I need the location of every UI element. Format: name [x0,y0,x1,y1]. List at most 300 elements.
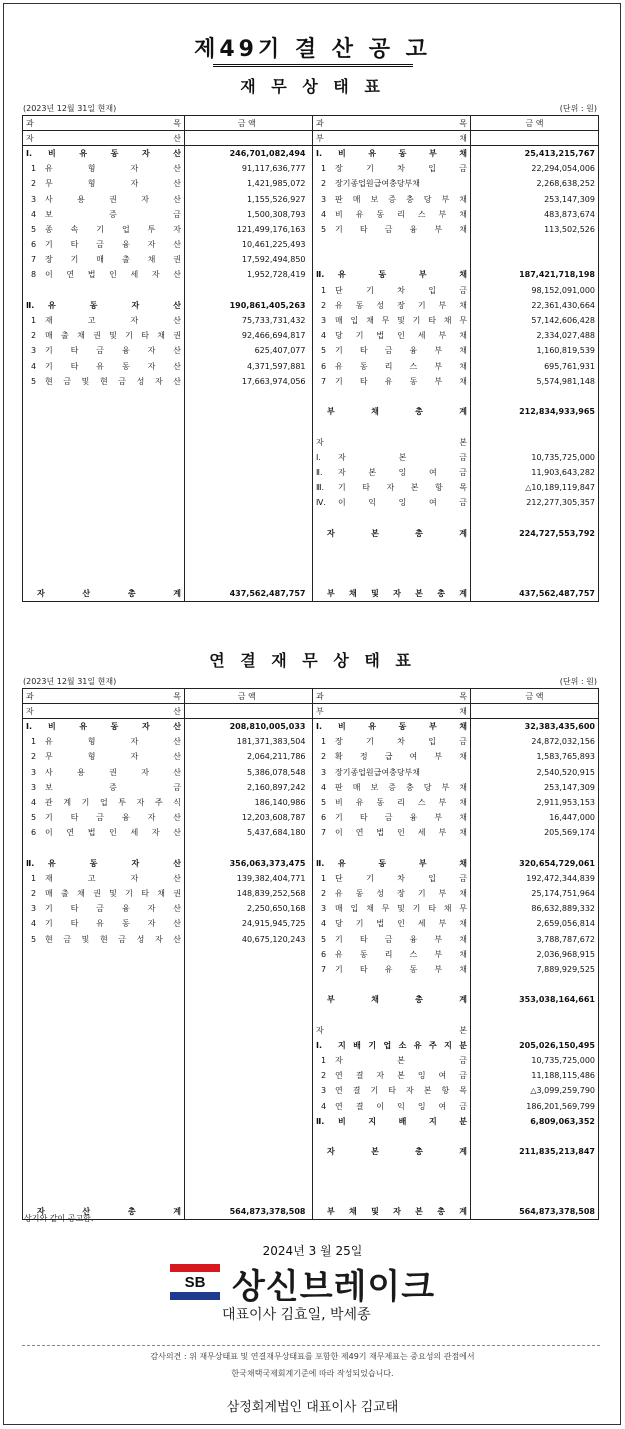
right-label [313,1068,471,1083]
section-row [23,131,599,146]
right-label [313,146,471,161]
right-amount: 113,502,526 [471,222,599,237]
table-row [23,298,599,313]
item-label: 매 입 채 무 및 기 타 채 무 [335,904,467,914]
audit-firm: 삼정회계법인 대표이사 김교태 [226,1400,399,1415]
right-label [313,191,471,206]
left-label [23,328,185,343]
right-amount: 2,334,027,488 [471,328,599,343]
right-label [313,947,471,962]
table-row [23,556,599,571]
table-row [23,810,599,825]
item-number: 1 [321,164,327,174]
item-label: 기 타 금 융 부 채 [335,813,467,823]
header-account: 과 목 [313,689,471,704]
right-label [313,962,471,977]
audit-line-2: 한국채택국제회계기준에 따라 작성되었습니다. [231,1369,394,1378]
item-label: 기 타 금 융 부 채 [335,224,467,234]
table-row [23,313,599,328]
item-number: 3 [321,316,327,326]
item-label: 판 매 보 증 충 당 부 채 [335,194,467,204]
item-label: 이 연 법 인 세 부 채 [335,828,467,838]
left-amount: 17,592,494,850 [185,252,309,267]
item-label: 재 고 자 산 [45,873,181,883]
item-number: 2 [321,889,327,899]
item-label: 자 본 잉 여 금 [338,467,467,477]
item-label: 비 유 동 리 스 부 채 [335,797,467,807]
left-label [23,267,185,282]
item-number: 3 [31,346,37,356]
item-number: Ⅱ. [26,858,35,868]
item-label: 이 익 잉 여 금 [338,498,467,508]
table-row [23,1129,599,1144]
left-amount: 625,407,077 [185,343,309,358]
table-row [23,404,599,419]
bs-title: 재 무 상 태 표 [240,77,385,96]
item-label: 기 타 유 동 자 산 [45,919,181,929]
table-row [23,871,599,886]
table-row [23,465,599,480]
item-number: 3 [31,782,37,792]
item-label: 당 기 법 인 세 부 채 [335,919,467,929]
right-label [313,749,471,764]
item-number: 5 [321,224,327,234]
table-row [23,237,599,252]
right-label [313,734,471,749]
item-number: 6 [321,361,327,371]
right-label [313,465,471,480]
item-label: 유 동 성 장 기 부 채 [335,889,467,899]
left-label [23,237,185,252]
item-label: 이 연 법 인 세 자 산 [45,828,181,838]
right-label [313,901,471,916]
left-label [23,871,185,886]
table-row [23,343,599,358]
header-account: 과 목 [313,116,471,131]
notice-text: 상기와 같이 공고함. [24,1214,94,1223]
table-row [23,719,599,734]
table-row [23,1083,599,1098]
table-row [23,389,599,404]
item-number: 4 [31,209,37,219]
item-number: 1 [31,164,37,174]
item-label: 판 매 보 증 충 당 부 채 [335,782,467,792]
left-amount: 2,064,211,786 [185,749,309,764]
item-number: Ⅰ. [316,722,323,732]
table-row [23,947,599,962]
right-label [313,343,471,358]
right-amount: 57,142,606,428 [471,313,599,328]
item-number: 6 [31,828,37,838]
right-amount: 6,809,063,352 [471,1114,599,1129]
table-row [23,1175,599,1190]
table-row [23,962,599,977]
item-number: 5 [31,813,37,823]
header-amount: 금 액 [185,689,309,704]
right-label [313,810,471,825]
header-amount: 금 액 [185,116,309,131]
left-label [23,191,185,206]
left-amount: 121,499,176,163 [185,222,309,237]
left-amount: 181,371,383,504 [185,734,309,749]
item-number: 8 [31,270,37,280]
audit-opinion [0,1348,625,1382]
item-number: Ⅱ. [26,300,35,310]
item-label: 당 기 법 인 세 부 채 [335,331,467,341]
company-name: 상신브레이크 [232,1267,436,1307]
liab-equity-total-label: 부 채 및 자 본 총 계 [313,1190,471,1220]
item-number: 2 [321,179,327,189]
right-label [313,764,471,779]
item-number: 4 [321,919,327,929]
right-label [313,313,471,328]
right-label [313,886,471,901]
table-row [23,207,599,222]
item-number: 2 [31,331,37,341]
section-head: 자 본 [316,1025,467,1035]
left-amount: 190,861,405,263 [185,298,309,313]
company-logo-icon [170,1264,220,1300]
right-label [313,283,471,298]
table-row [23,146,599,161]
left-amount: 91,117,636,777 [185,161,309,176]
item-label: 연 결 기 타 자 본 항 목 [335,1086,467,1096]
item-label: 유 동 자 산 [48,858,181,868]
item-label: 기 타 금 융 부 채 [335,346,467,356]
right-label [313,267,471,282]
right-total-label: 자 본 총 계 [313,526,471,541]
item-number: 1 [31,316,37,326]
right-amount: 212,277,305,357 [471,495,599,510]
item-label: 이 연 법 인 세 자 산 [45,270,181,280]
item-label: 보 증 금 [45,782,181,792]
left-amount: 208,810,005,033 [185,719,309,734]
table-row [23,1159,599,1174]
table-row [23,795,599,810]
header-account: 과 목 [23,689,185,704]
asset-total-amount: 437,562,487,757 [185,571,309,601]
right-label [313,1038,471,1053]
right-label [313,916,471,931]
right-label [313,176,471,191]
left-amount: 1,500,308,793 [185,207,309,222]
item-number: 4 [321,331,327,341]
item-label: 자 본 금 [335,1056,467,1066]
left-label [23,252,185,267]
table-row [23,222,599,237]
right-label [313,298,471,313]
table-row [23,161,599,176]
item-label: 기 타 금 융 자 산 [45,813,181,823]
item-number: Ⅱ. [316,858,325,868]
right-amount: 2,036,968,915 [471,947,599,962]
item-number: 3 [321,767,327,777]
left-label [23,313,185,328]
item-number: Ⅰ. [316,1040,323,1050]
table-row [23,267,599,282]
item-number: Ⅰ. [26,722,33,732]
right-amount: 695,761,931 [471,359,599,374]
table-row [23,780,599,795]
audit-line-1: 감사의견 : 위 재무상태표 및 연결재무상태표를 포함한 제49기 재무제표는 중요성의 관점에서 [150,1352,475,1361]
item-label: 사 용 권 자 산 [45,194,181,204]
right-label [313,825,471,840]
item-label: 현 금 및 현 금 성 자 산 [45,376,181,386]
left-amount: 186,140,986 [185,795,309,810]
table-row [23,359,599,374]
left-label [23,343,185,358]
right-label [313,932,471,947]
right-amount: 32,383,435,600 [471,719,599,734]
bs-as-of: (2023년 12월 31일 현재) [23,104,117,113]
item-label: 기 타 유 동 자 산 [45,361,181,371]
bs-unit: (단위 : 원) [559,104,597,113]
item-number: 7 [321,828,327,838]
section-head: 자 본 [316,437,467,447]
item-number: 3 [321,1086,327,1096]
item-label: 비 지 배 지 분 [338,1116,467,1126]
item-number: 5 [31,934,37,944]
item-label: 유 형 자 산 [45,737,181,747]
section-head: 부 채 [316,706,467,716]
table-row [23,1068,599,1083]
header-account: 과 목 [23,116,185,131]
right-amount: 2,659,056,814 [471,916,599,931]
item-number: Ⅱ. [316,270,325,280]
left-label [23,810,185,825]
item-number: 1 [31,873,37,883]
right-total-amount: 224,727,553,792 [471,526,599,541]
item-label: 장기종업원급여충당부채 [335,179,421,189]
right-total-amount: 211,835,213,847 [471,1144,599,1159]
item-number: 3 [31,767,37,777]
table-row [23,886,599,901]
left-amount: 17,663,974,056 [185,374,309,389]
item-number: 1 [321,737,327,747]
item-number: 6 [31,240,37,250]
right-label [313,856,471,871]
right-amount: 22,294,054,006 [471,161,599,176]
left-amount: 139,382,404,771 [185,871,309,886]
section-head: 자 산 [26,133,181,143]
table-row [23,434,599,449]
table-row [23,840,599,855]
right-amount: 10,735,725,000 [471,450,599,465]
header-amount: 금 액 [471,689,599,704]
logo-mark: SB [184,1274,206,1291]
table-row [23,374,599,389]
right-amount: 5,574,981,148 [471,374,599,389]
item-number: Ⅰ. [26,149,33,159]
right-label [313,222,471,237]
item-number: 2 [31,752,37,762]
table-row [23,977,599,992]
item-number: 7 [31,255,37,265]
asset-total-amount: 564,873,378,508 [185,1190,309,1220]
right-amount [471,237,599,252]
item-number: 1 [321,873,327,883]
item-label: 단 기 차 입 금 [335,873,467,883]
section-row [23,704,599,719]
left-label [23,749,185,764]
left-label [23,298,185,313]
item-label: 종 속 기 업 투 자 [45,224,181,234]
item-number: 4 [321,782,327,792]
left-amount: 10,461,225,493 [185,237,309,252]
right-label [313,374,471,389]
item-label: 기 타 자 본 항 목 [338,483,467,493]
item-number: 6 [321,949,327,959]
left-label [23,734,185,749]
item-number: 3 [321,904,327,914]
item-number: Ⅳ. [316,498,326,508]
liab-equity-total-amount: 564,873,378,508 [471,1190,599,1220]
item-number: 4 [31,361,37,371]
section-head: 자 산 [26,706,181,716]
consolidated-bs-unit: (단위 : 원) [559,677,597,686]
item-label: 기 타 금 융 부 채 [335,934,467,944]
left-label [23,916,185,931]
item-label: 기 타 유 동 부 채 [335,376,467,386]
left-label [23,764,185,779]
ceo-names: 대표이사 김효일, 박세종 [222,1307,371,1323]
item-label: 자 본 금 [338,452,467,462]
right-label [313,1053,471,1068]
item-number: 4 [31,797,37,807]
asset-total-label: 자 산 총 계 [23,1190,185,1220]
table-row [23,450,599,465]
item-label: 매 출 채 권 및 기 타 채 권 [45,889,181,899]
left-amount: 356,063,373,475 [185,856,309,871]
notice-date: 2024년 3 월 25일 [262,1244,363,1258]
item-label: 비 유 동 부 채 [338,149,467,159]
consolidated-bs-title: 연 결 재 무 상 태 표 [209,651,416,670]
right-amount: 16,447,000 [471,810,599,825]
item-number: 1 [321,1056,327,1066]
right-amount: 320,654,729,061 [471,856,599,871]
item-number: 2 [321,300,327,310]
grand-total-row [23,1190,599,1220]
item-label: 매 입 채 무 및 기 타 채 무 [335,316,467,326]
title-underline [213,64,413,67]
table-row [23,1023,599,1038]
right-amount: 25,413,215,767 [471,146,599,161]
item-label: 현 금 및 현 금 성 자 산 [45,934,181,944]
table-row [23,1053,599,1068]
left-amount: 2,160,897,242 [185,780,309,795]
table-row [23,252,599,267]
item-label: 유 동 부 채 [338,858,467,868]
left-amount: 1,952,728,419 [185,267,309,282]
item-label: 기 타 금 융 자 산 [45,240,181,250]
right-amount: 205,569,174 [471,825,599,840]
consolidated-bs-as-of: (2023년 12월 31일 현재) [23,677,117,686]
left-label [23,374,185,389]
item-label: 비 유 동 부 채 [338,722,467,732]
right-amount: 3,788,787,672 [471,932,599,947]
item-number: Ⅱ. [316,467,323,477]
item-label: 비 유 동 자 산 [48,722,181,732]
left-amount: 92,466,694,817 [185,328,309,343]
consolidated-balance-sheet-table [22,688,599,1220]
table-row [23,510,599,525]
item-number: 2 [321,752,327,762]
right-amount: 2,268,638,252 [471,176,599,191]
right-amount: 205,026,150,495 [471,1038,599,1053]
table-row [23,1144,599,1159]
right-label [313,207,471,222]
item-label: 매 출 채 권 및 기 타 채 권 [45,331,181,341]
right-label [313,1099,471,1114]
table-row [23,1038,599,1053]
left-label [23,932,185,947]
item-number: Ⅰ. [316,452,321,462]
item-label: 유 형 자 산 [45,164,181,174]
item-label: 관 계 기 업 투 자 주 식 [45,797,181,807]
liab-equity-total-label: 부 채 및 자 본 총 계 [313,571,471,601]
left-amount: 1,155,526,927 [185,191,309,206]
left-amount: 4,371,597,881 [185,359,309,374]
table-row [23,932,599,947]
right-label [313,450,471,465]
item-number: 3 [31,194,37,204]
table-row [23,1099,599,1114]
right-label [313,840,471,855]
table-row [23,749,599,764]
header-row [23,116,599,131]
right-label [313,871,471,886]
item-number: 2 [31,179,37,189]
item-number: 5 [321,934,327,944]
item-number: 3 [321,194,327,204]
item-label: 보 증 금 [45,209,181,219]
table-row [23,992,599,1007]
item-label: 무 형 자 산 [45,179,181,189]
right-label [313,359,471,374]
item-label: 연 결 자 본 잉 여 금 [335,1071,467,1081]
item-number: 1 [31,737,37,747]
page-title: 제49기 결 산 공 고 [194,37,431,62]
item-number: 4 [31,919,37,929]
item-number: Ⅲ. [316,483,325,493]
liab-equity-total-amount: 437,562,487,757 [471,571,599,601]
left-label [23,856,185,871]
item-number: 4 [321,209,327,219]
table-row [23,916,599,931]
left-amount: 40,675,120,243 [185,932,309,947]
item-number: 5 [321,346,327,356]
table-row [23,1114,599,1129]
header-row [23,689,599,704]
table-row [23,480,599,495]
item-label: 단 기 차 입 금 [335,285,467,295]
right-label [313,795,471,810]
right-label [313,328,471,343]
right-amount: 86,632,889,332 [471,901,599,916]
left-label [23,146,185,161]
item-label: 지 배 기 업 소 유 주 지 분 [338,1040,467,1050]
right-amount: 11,188,115,486 [471,1068,599,1083]
table-row [23,734,599,749]
table-row [23,191,599,206]
item-number: 5 [321,797,327,807]
right-amount: △10,189,119,847 [471,480,599,495]
table-row [23,764,599,779]
right-label [313,495,471,510]
table-row [23,419,599,434]
right-label [313,719,471,734]
item-label: 재 고 자 산 [45,316,181,326]
